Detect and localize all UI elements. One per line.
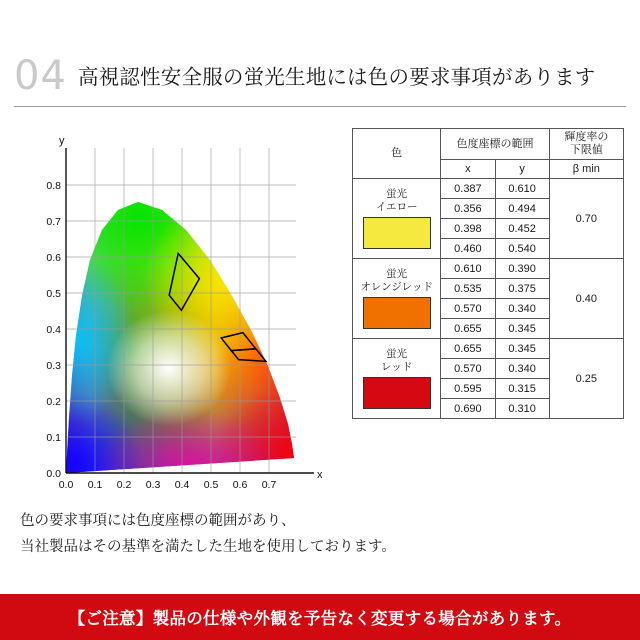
- red-y-4: 0.310: [495, 399, 549, 419]
- yellow-y-1: 0.610: [495, 179, 549, 199]
- color-name-red: [353, 348, 440, 374]
- yellow-x-3: 0.398: [441, 219, 495, 239]
- chromaticity-diagram: [14, 118, 344, 488]
- svg-text:0.4: 0.4: [46, 324, 61, 336]
- red-x-3: 0.595: [441, 379, 495, 399]
- yellow-y-4: 0.540: [495, 239, 549, 259]
- red-x-4: 0.690: [441, 399, 495, 419]
- notice-text: 【ご注意】製品の仕様や外観を予告なく変更する場合があります。: [68, 610, 572, 628]
- notice-bar: [0, 594, 640, 640]
- svg-text:0.6: 0.6: [46, 252, 61, 264]
- swatch-orange-red: [363, 297, 431, 329]
- orange-x-4: 0.655: [441, 319, 495, 339]
- svg-text:0.2: 0.2: [46, 396, 61, 408]
- chromaticity-svg: [14, 118, 344, 488]
- color-cell-red: [353, 339, 441, 419]
- header-color: 色: [353, 129, 441, 179]
- yellow-x-4: 0.460: [441, 239, 495, 259]
- red-y-3: 0.315: [495, 379, 549, 399]
- orange-y-2: 0.375: [495, 279, 549, 299]
- svg-text:x: x: [317, 469, 323, 481]
- orange-x-1: 0.610: [441, 259, 495, 279]
- color-name-orange-red: [353, 268, 440, 294]
- yellow-y-3: 0.452: [495, 219, 549, 239]
- header-x: x: [441, 160, 495, 179]
- red-x-2: 0.570: [441, 359, 495, 379]
- orange-y-1: 0.390: [495, 259, 549, 279]
- header-divider: [14, 106, 626, 107]
- red-x-1: 0.655: [441, 339, 495, 359]
- color-name-yellow-line1: 蛍光: [386, 188, 408, 200]
- red-y-2: 0.340: [495, 359, 549, 379]
- svg-text:0.7: 0.7: [261, 479, 277, 488]
- svg-text:0.0: 0.0: [46, 468, 61, 480]
- orange-y-3: 0.340: [495, 299, 549, 319]
- svg-text:0.5: 0.5: [46, 288, 61, 300]
- svg-text:y: y: [59, 135, 65, 147]
- caption: [20, 508, 396, 560]
- color-name-yellow-line2: イエロー: [375, 201, 418, 213]
- header-y: y: [495, 160, 549, 179]
- svg-text:0.5: 0.5: [203, 479, 219, 488]
- yellow-x-2: 0.356: [441, 199, 495, 219]
- yellow-y-2: 0.494: [495, 199, 549, 219]
- svg-text:0.4: 0.4: [174, 479, 190, 488]
- color-cell-yellow: [353, 179, 441, 259]
- svg-text:0.8: 0.8: [46, 180, 61, 192]
- red-y-1: 0.345: [495, 339, 549, 359]
- table-row: [353, 259, 624, 279]
- svg-text:0.3: 0.3: [145, 479, 161, 488]
- svg-text:0.3: 0.3: [46, 360, 61, 372]
- orange-beta: 0.40: [549, 259, 623, 339]
- swatch-red: [363, 377, 431, 409]
- svg-text:0.6: 0.6: [232, 479, 248, 488]
- color-cell-orange-red: [353, 259, 441, 339]
- svg-text:0.1: 0.1: [46, 432, 61, 444]
- color-requirements-table: [352, 128, 624, 419]
- orange-x-2: 0.535: [441, 279, 495, 299]
- table-header-row: [353, 129, 624, 160]
- svg-text:0.0: 0.0: [58, 479, 74, 488]
- table-row: [353, 179, 624, 199]
- header-luminance-line1: 輝度率の: [564, 131, 609, 143]
- orange-y-4: 0.345: [495, 319, 549, 339]
- header: [0, 52, 640, 110]
- caption-line-2: 当社製品はその基準を満たした生地を使用しております。: [20, 539, 396, 555]
- header-beta-min: β min: [549, 160, 623, 179]
- page-title: 高視認性安全服の蛍光生地には色の要求事項があります: [78, 66, 596, 89]
- yellow-beta: 0.70: [549, 179, 623, 259]
- swatch-yellow: [363, 217, 431, 249]
- color-name-orange-red-line2: オレンジレッド: [360, 281, 433, 293]
- svg-text:0.1: 0.1: [87, 479, 103, 488]
- yellow-x-1: 0.387: [441, 179, 495, 199]
- color-name-orange-red-line1: 蛍光: [386, 268, 408, 280]
- header-coordinate-range: 色度座標の範囲: [441, 129, 549, 160]
- color-name-red-line2: レッド: [380, 361, 413, 373]
- section-number: 04: [14, 53, 67, 99]
- color-name-yellow: [353, 188, 440, 214]
- header-luminance-line2: 下限値: [569, 144, 603, 156]
- color-name-red-line1: 蛍光: [386, 348, 408, 360]
- red-beta: 0.25: [549, 339, 623, 419]
- svg-text:0.7: 0.7: [46, 216, 61, 228]
- table-row: [353, 339, 624, 359]
- svg-text:0.2: 0.2: [116, 479, 132, 488]
- orange-x-3: 0.570: [441, 299, 495, 319]
- header-luminance: [549, 129, 623, 160]
- caption-line-1: 色の要求事項には色度座標の範囲があり、: [20, 513, 296, 529]
